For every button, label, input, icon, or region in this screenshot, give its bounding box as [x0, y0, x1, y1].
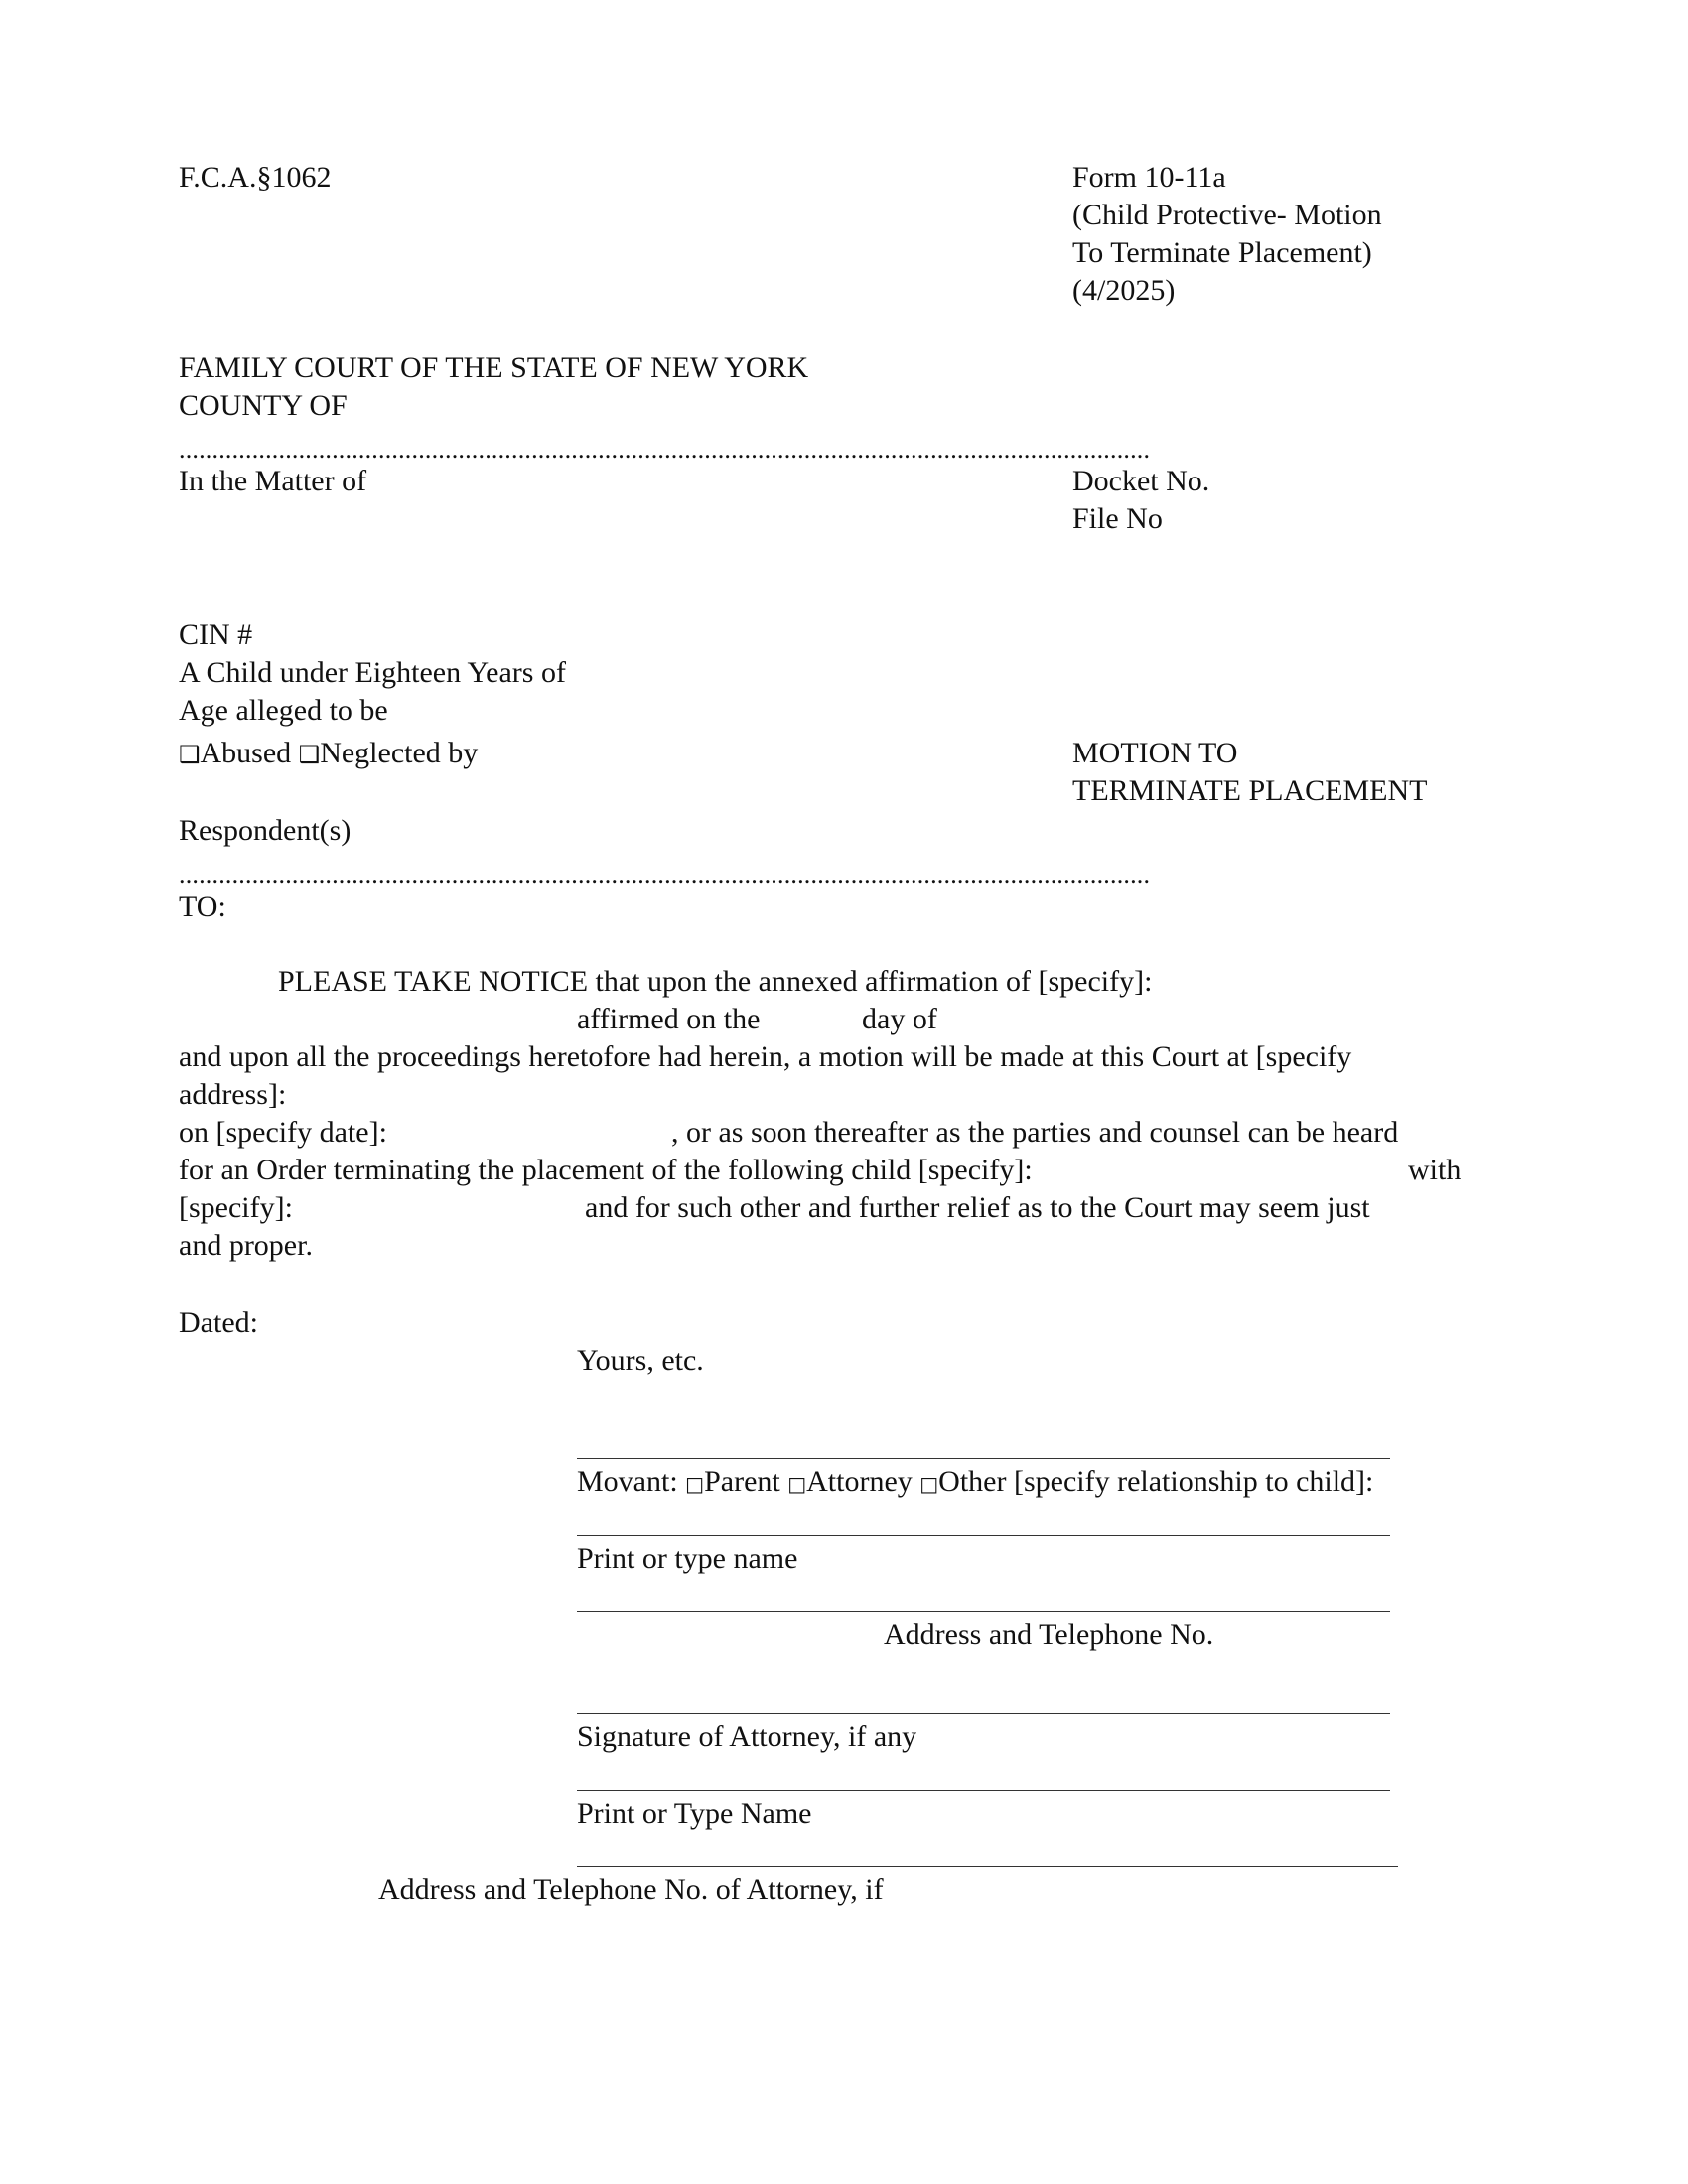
file-label: File No: [1072, 502, 1163, 535]
movant-label: Movant:: [577, 1465, 686, 1498]
affirmed-on-label: affirmed on the: [577, 1003, 761, 1035]
parent-checkbox[interactable]: □: [685, 1472, 705, 1496]
neglected-label: Neglected by: [320, 737, 479, 769]
print-name-label: Print or type name: [577, 1542, 798, 1574]
attorney-address-label: Address and Telephone No. of Attorney, if: [378, 1873, 884, 1906]
child-description-line-1: A Child under Eighteen Years of: [179, 656, 566, 689]
attorney-signature-label: Signature of Attorney, if any: [577, 1720, 917, 1753]
matter-label: In the Matter of: [179, 465, 367, 497]
notice-line-5-rest: , or as soon thereafter as the parties and counsel can be heard: [671, 1116, 1399, 1149]
notice-line-7-rest: and for such other and further relief as to the Court may seem just: [585, 1191, 1370, 1224]
attorney-label: Attorney: [806, 1465, 920, 1498]
day-of-label: day of: [862, 1003, 937, 1035]
address-phone-label: Address and Telephone No.: [884, 1618, 1214, 1651]
with-label: with: [1408, 1154, 1462, 1186]
to-label: TO:: [179, 890, 226, 923]
attorney-checkbox[interactable]: □: [787, 1472, 807, 1496]
motion-title-line-1: MOTION TO: [1072, 737, 1238, 769]
specify-label: [specify]:: [179, 1191, 293, 1224]
child-description-line-2: Age alleged to be: [179, 694, 388, 727]
motion-title-line-2: TERMINATE PLACEMENT: [1072, 774, 1428, 807]
attorney-signature-line[interactable]: [577, 1713, 1390, 1714]
closing-yours: Yours, etc.: [577, 1344, 704, 1377]
notice-line-1: PLEASE TAKE NOTICE that upon the annexed affirmation of [specify]:: [278, 965, 1153, 998]
form-description-line-2: To Terminate Placement): [1072, 236, 1372, 269]
child-specify-label: for an Order terminating the placement of the following child [specify]:: [179, 1154, 1033, 1186]
attorney-address-line[interactable]: [577, 1866, 1398, 1867]
dated-label: Dated:: [179, 1306, 258, 1339]
docket-label: Docket No.: [1072, 465, 1210, 497]
parent-label: Parent: [704, 1465, 788, 1498]
form-description-line-1: (Child Protective- Motion: [1072, 199, 1382, 231]
attorney-name-line[interactable]: [577, 1790, 1390, 1791]
notice-line-4: address]:: [179, 1078, 287, 1111]
notice-line-3: and upon all the proceedings heretofore had herein, a motion will be made at this Court at [specify: [179, 1040, 1352, 1073]
statute-reference: F.C.A.§1062: [179, 161, 332, 194]
movant-name-line[interactable]: [577, 1535, 1390, 1536]
movant-address-line[interactable]: [577, 1611, 1390, 1612]
abused-label: Abused: [200, 737, 299, 769]
other-checkbox[interactable]: □: [919, 1472, 939, 1496]
respondents-label: Respondent(s): [179, 814, 352, 847]
county-label: COUNTY OF: [179, 389, 348, 422]
court-name: FAMILY COURT OF THE STATE OF NEW YORK: [179, 351, 809, 384]
form-number: Form 10-11a: [1072, 161, 1226, 194]
allegation-options: [179, 735, 478, 773]
date-label: on [specify date]:: [179, 1116, 387, 1149]
attorney-print-name-label: Print or Type Name: [577, 1797, 812, 1830]
neglected-checkbox[interactable]: ❑: [298, 741, 321, 768]
notice-paragraph: [179, 963, 1479, 1281]
movant-role-row: [577, 1463, 1373, 1503]
caption-divider-top: ..................................................................................................................................................: [179, 435, 1151, 464]
movant-signature-line[interactable]: [577, 1458, 1390, 1459]
notice-line-8: and proper.: [179, 1229, 313, 1262]
caption-divider-bottom: ..................................................................................................................................................: [179, 860, 1151, 888]
other-label: Other [specify relationship to child]:: [938, 1465, 1374, 1498]
cin-label: CIN #: [179, 618, 253, 651]
form-revision-date: (4/2025): [1072, 274, 1176, 307]
abused-checkbox[interactable]: ❑: [179, 741, 201, 768]
